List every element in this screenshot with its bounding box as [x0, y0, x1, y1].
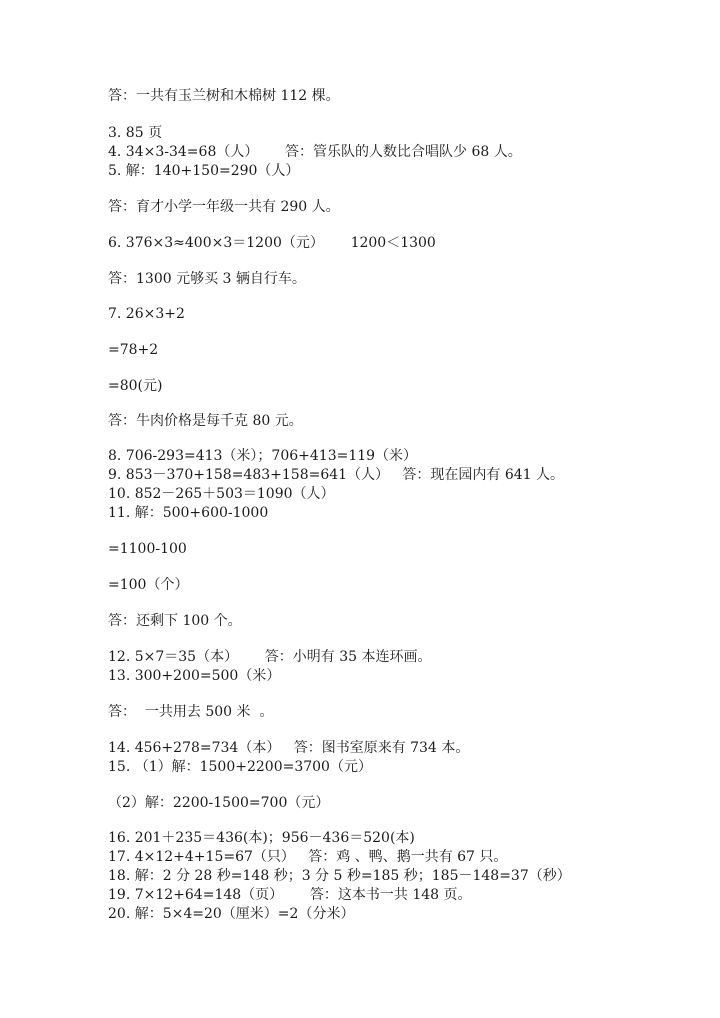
answer-line: （2）解：2200-1500=700（元） — [108, 795, 330, 811]
answer-line: 4. 34×3-34=68（人） 答：管乐队的人数比合唱队少 68 人。 — [108, 144, 522, 160]
answer-line: 13. 300+200=500（米） — [108, 668, 281, 684]
answer-line: 3. 85 页 — [108, 125, 163, 141]
answer-line: 11. 解：500+600-1000 — [108, 505, 269, 521]
answer-line: 16. 201＋235＝436(本)；956－436＝520(本) — [108, 830, 415, 846]
answer-line: 5. 解：140+150=290（人） — [108, 163, 300, 179]
answer-line: 17. 4×12+4+15=67（只） 答：鸡 、鸭、鹅一共有 67 只。 — [108, 849, 508, 865]
answer-line: 19. 7×12+64=148（页） 答：这本书一共 148 页。 — [108, 887, 472, 903]
answer-line: =78+2 — [108, 342, 159, 358]
answer-line: 答：牛肉价格是每千克 80 元。 — [108, 413, 303, 429]
answer-line: 14. 456+278=734（本） 答：图书室原来有 734 本。 — [108, 740, 470, 756]
answer-line: =1100-100 — [108, 541, 187, 557]
answer-line: 10. 852－265＋503＝1090（人） — [108, 486, 335, 502]
answer-line: 20. 解：5×4=20（厘米）=2（分米） — [108, 906, 355, 922]
answer-line: 15. （1）解：1500+2200=3700（元） — [108, 759, 372, 775]
answer-line: 答： 一共用去 500 米 。 — [108, 704, 274, 720]
answer-line: 9. 853－370+158=483+158=641（人） 答：现在园内有 641 人。 — [108, 467, 565, 483]
answer-line: 12. 5×7＝35（本） 答：小明有 35 本连环画。 — [108, 649, 432, 665]
answer-line: =100（个） — [108, 577, 189, 593]
answer-line: 答：育才小学一年级一共有 290 人。 — [108, 199, 340, 215]
answer-line: 答：1300 元够买 3 辆自行车。 — [108, 271, 306, 287]
answer-line: 8. 706-293=413（米）；706+413=119（米） — [108, 448, 418, 464]
answer-line: 6. 376×3≈400×3＝1200（元） 1200＜1300 — [108, 235, 436, 251]
answer-line: 18. 解：2 分 28 秒=148 秒；3 分 5 秒=185 秒；185－148=37（秒） — [108, 868, 571, 884]
answer-line: 7. 26×3+2 — [108, 306, 185, 322]
answer-line: 答：一共有玉兰树和木棉树 112 棵。 — [108, 88, 340, 104]
answer-line: 答：还剩下 100 个。 — [108, 613, 242, 629]
answer-line: =80(元) — [108, 378, 163, 394]
